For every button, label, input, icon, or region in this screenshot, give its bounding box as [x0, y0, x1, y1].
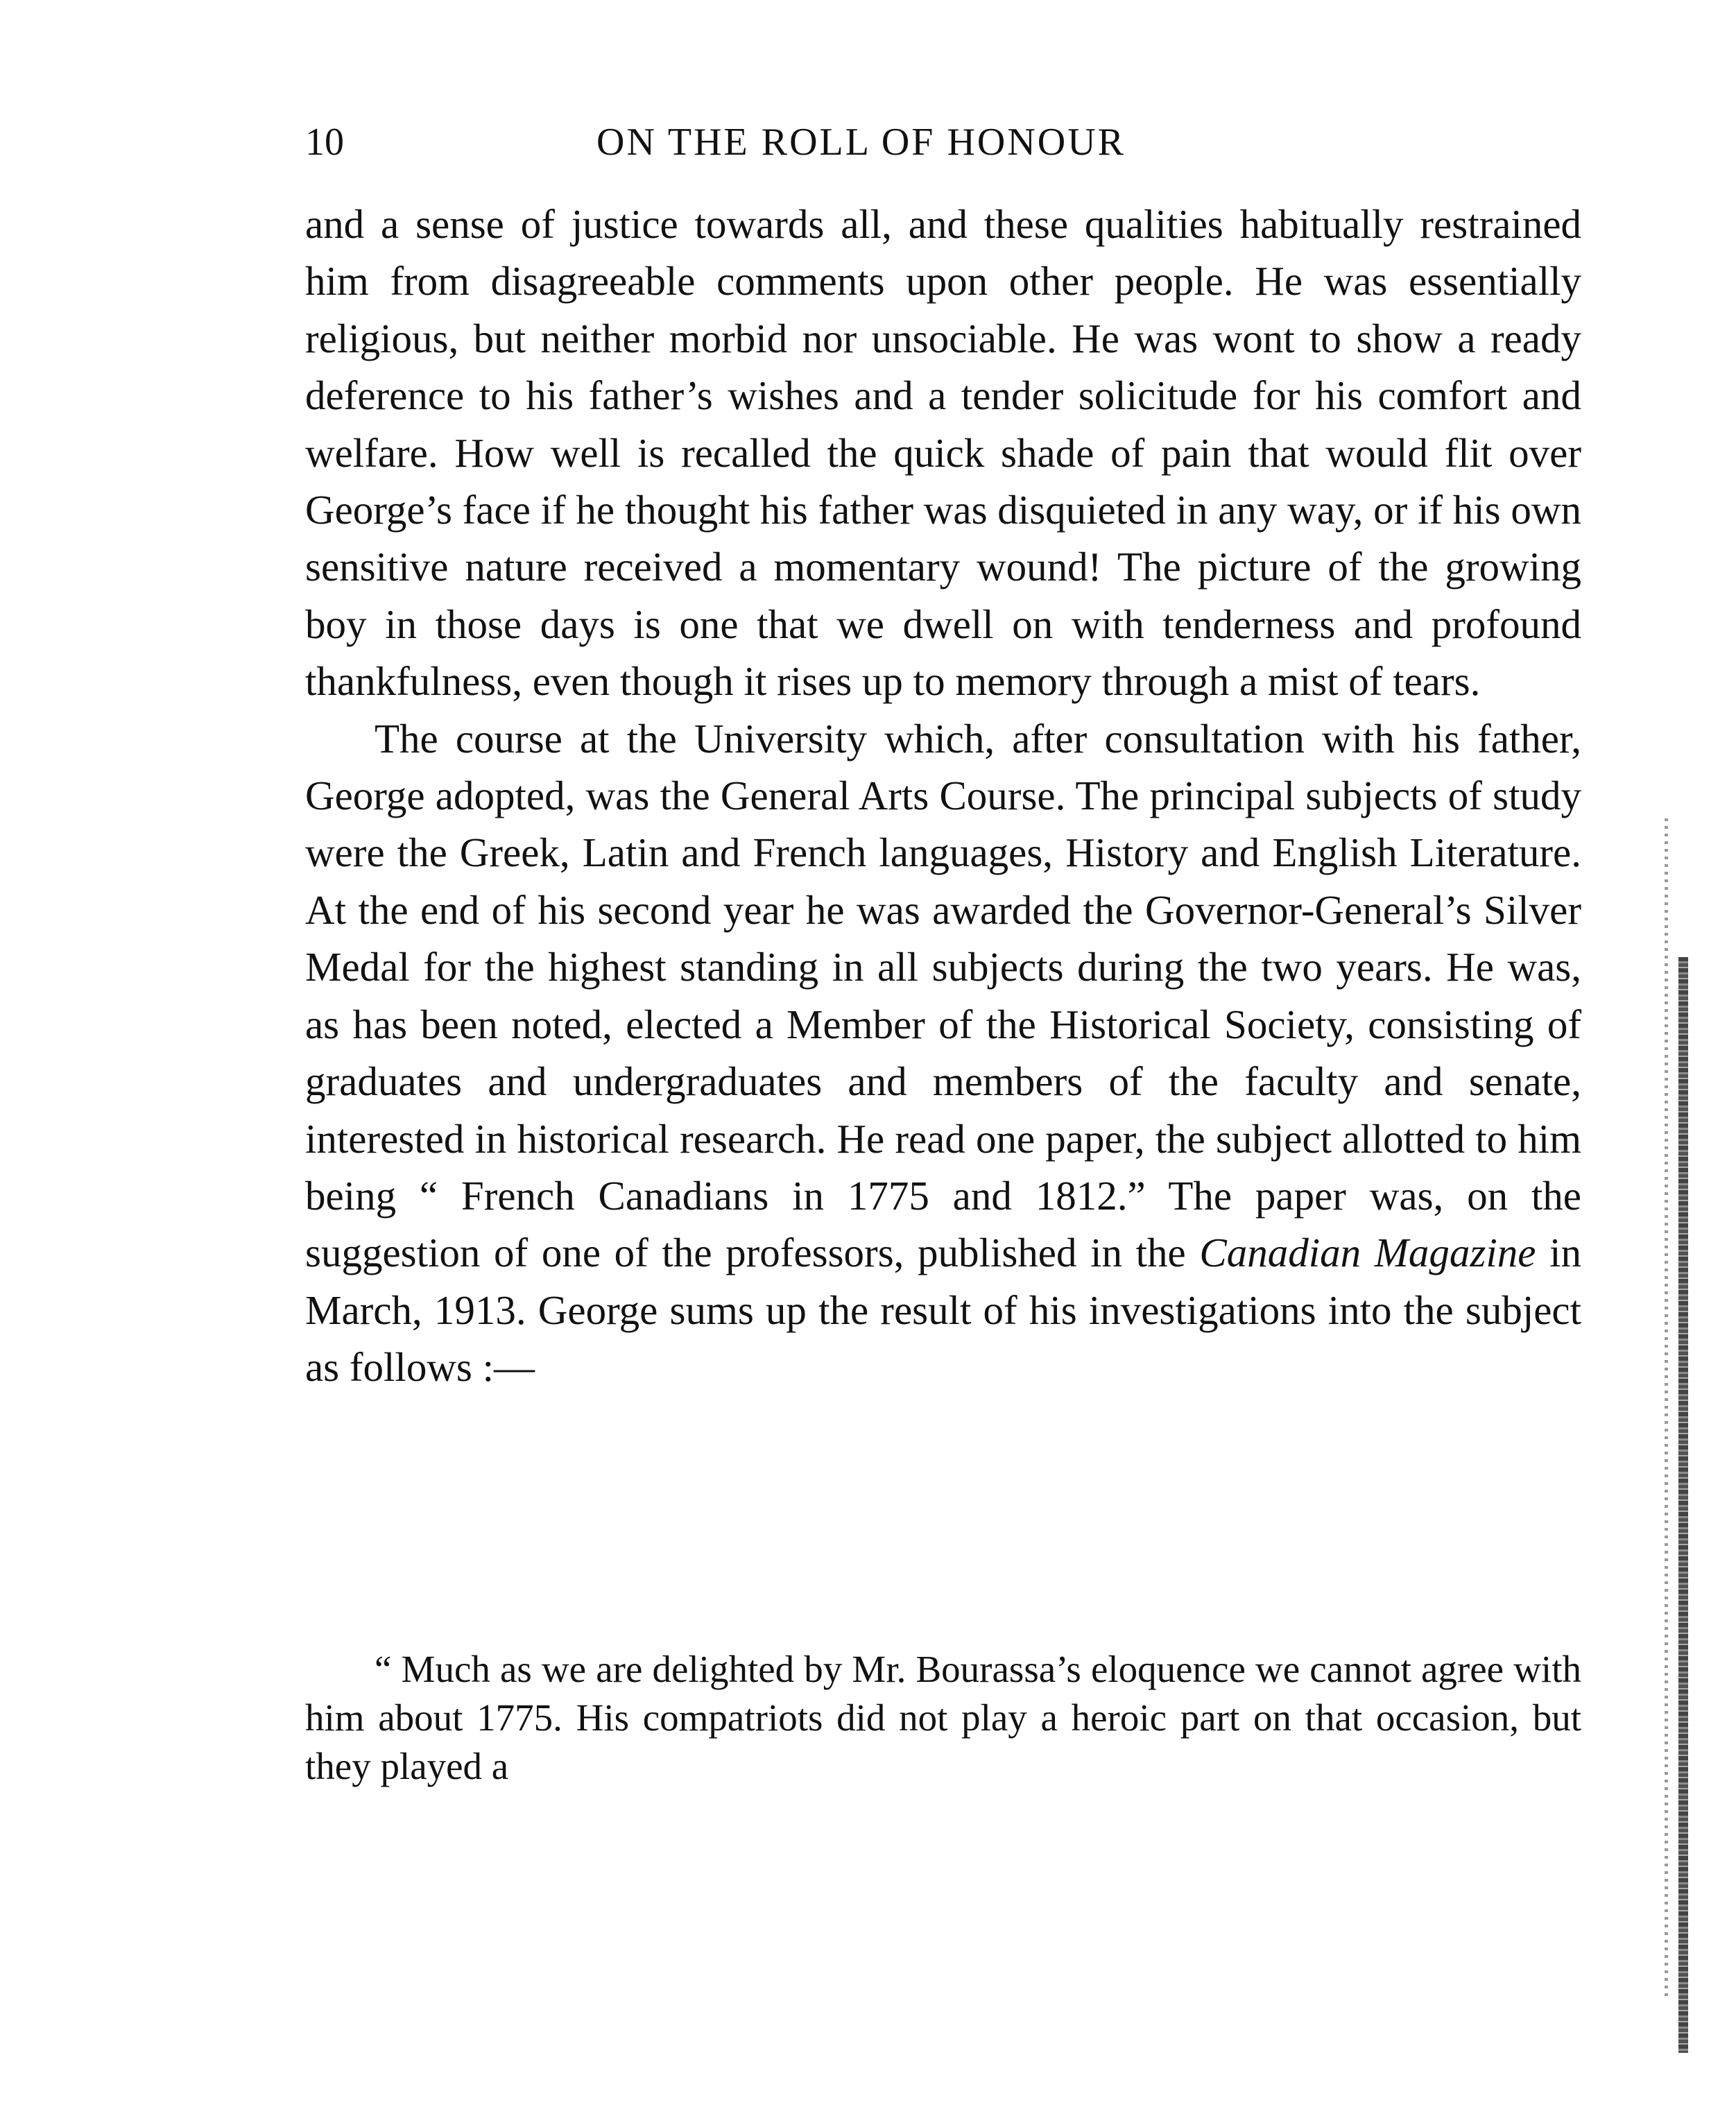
- running-head: [305, 111, 1581, 173]
- page-number: 10: [305, 121, 344, 164]
- paragraph-continued: and a sense of justice towards all, and these qualities habitually restrained him from disagreeable comments upon other people. He was essentially religious, but neither morbid nor unsociable. He was wont to show a ready deference to his father’s wishes and a tender solicitude for his comfort and welfare. How well is recalled the quick shade of pain that would flit over George’s face if he thought his father was disquieted in any way, or if his own sensitive nature received a momentary wound! The picture of the growing boy in those days is one that we dwell on with tenderness and profound thankfulness, even though it rises up to memory through a mist of tears.: [305, 201, 1582, 705]
- paragraph-text-part-2: in March, 1913. George sums up the result of his investigations into the subject as follows :—: [305, 1230, 1581, 1391]
- block-quote: “ Much as we are delighted by Mr. Bourassa’s eloquence we cannot agree with him about 1775. His compatriots did not play a heroic part on that occasion, but they played a: [305, 1648, 1581, 1787]
- paragraph-university-course: [305, 710, 1581, 1396]
- binding-edge-shadow: [1665, 818, 1668, 1997]
- running-title: ON THE ROLL OF HONOUR: [596, 121, 1126, 164]
- magazine-title: Canadian Magazine: [1199, 1230, 1536, 1276]
- paragraph-text-part-1: The course at the University which, after consultation with his father, George adopted, was the General Arts Course. The principal subjects of study were the Greek, Latin and French languages, History and English Literature. At the end of his second year he was awarded the Governor-General’s Silver Medal for the highest standing in all subjects during the two years. He was, as has been noted, elected a Member of the Historical Society, consisting of graduates and undergraduates and members of the faculty and senate, interested in historical research. He read one paper, the subject allotted to him being “ French Canadians in 1775 and 1812.” The paper was, on the suggestion of one of the professors, published in the: [305, 715, 1581, 1276]
- body-text: [305, 196, 1581, 1396]
- binding-edge: [1678, 957, 1688, 2053]
